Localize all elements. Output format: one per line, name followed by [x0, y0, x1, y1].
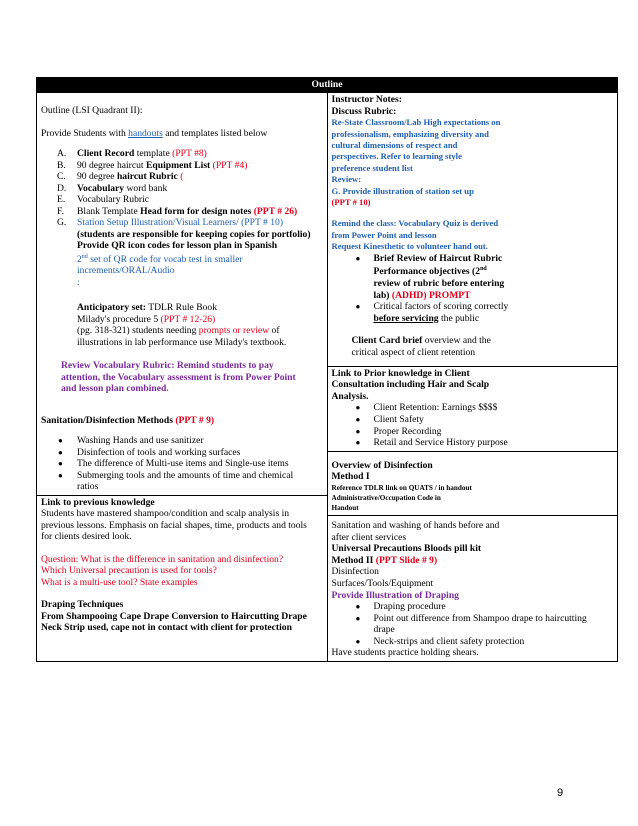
outline-table [36, 77, 618, 662]
prior-knowledge-list [332, 402, 615, 448]
remind-note: Remind the class: Vocabulary Quiz is derived from Power Point and lesson Request Kinesthetic to volunteer hand out. [331, 218, 499, 252]
page-number: 9 [557, 787, 564, 799]
list-item: ● Client Safety [355, 413, 424, 425]
list-item: ● Brief Review of Haircut Rubric Performance objectives (2nd review of rubric before entering lab) (ADHD) PROMPT [355, 252, 505, 301]
list-item: ● Disinfection of tools and working surfaces [58, 446, 241, 458]
draping-illustration-title: Provide Illustration of Draping [331, 589, 459, 601]
sanitation-list [41, 435, 324, 493]
left-column: Outline (LSI Quadrant II): Provide Students with handouts and templates listed below A. Client Record template (PPT #8) B. 90 degree haircut Equipment List (PPT #4) C. 90 degree haircut Rubric ( D. Vocabulary word bank E. Vocabulary Rubric F. Blank Template Head form for design notes (PPT # 26) G. Station Setup Illustration/Visual Learners/ (PPT # 10) (students are responsible for keeping copies for portfolio) Provide QR icon codes for lesson plan in Spanish 2nd set of QR code for vocab test in smaller increments/ORAL/Audio : Anticipatory set: TDLR Rule Book Milady's procedure 5 (PPT # 12-26) (pg. 318-321) students needing prompts or review of illustrations in lab performance use Milady's textbook. Review Vocabulary Rubric: Remind students to pay attention, the Vocabulary assessment is from Power Point and lesson plan combined. Sanitation/Disinfection Methods (PPT # 9) ● Washing Hands and use sanitizer ● Disinfection of tools and working surfaces ● The difference of Multi-use items and Single-use items ● Submerging tools and the amounts of time and chemical ratios Link to previous knowledge Students have mastered shampoo/condition and scalp analysis in previous lessons. Emphasis on facial shapes, time, products and tools for clients desired look. Question: What is the difference in sanitation and disinfection? Which Universal precaution is used for tools? What is a multi-use tool? State examples Draping Techniques From Shampooing Cape Drape Conversion to Haircutting Drape Neck Strip used, cape not in contact with client for protection [37, 93, 328, 662]
draping-list [332, 601, 615, 647]
list-item: ● Submerging tools and the amounts of time and chemical ratios [58, 469, 294, 493]
list-item: F. Blank Template Head form for design notes (PPT # 26) [57, 205, 298, 217]
list-item: ● Draping procedure [355, 601, 446, 613]
list-item: ● Critical factors of scoring correctly before servicing the public [355, 301, 509, 324]
tdlr-reference: Reference TDLR link on QUATS / in handout Administrative/Occupation Code in Handout [331, 483, 472, 512]
outline-header: Outline [37, 78, 618, 93]
list-item: ● Proper Recording [355, 425, 442, 437]
client-card-note: Client Card brief overview and the critical aspect of client retention [351, 335, 491, 358]
list-item: B. 90 degree haircut Equipment List (PPT #4) [57, 159, 248, 171]
sanitation-title: Sanitation/Disinfection Methods (PPT # 9) [41, 414, 215, 426]
universal-precautions-title: Universal Precautions Bloods pill kit [331, 543, 482, 555]
list-item: ● The difference of Multi-use items and Single-use items [58, 458, 289, 470]
draping-title: Draping Techniques [41, 599, 124, 611]
list-item: ● Retail and Service History purpose [355, 437, 508, 449]
link-previous-title: Link to previous knowledge [41, 496, 155, 508]
list-item: E. Vocabulary Rubric [57, 194, 150, 205]
review-vocabulary-note: Review Vocabulary Rubric: Remind students to pay attention, the Vocabulary assessment is from Power Point and lesson plan combined. [61, 360, 296, 395]
sanitation-hands-note: Sanitation and washing of hands before and [331, 519, 500, 531]
link-previous-text: Students have mastered shampoo/condition and scalp analysis in [41, 508, 290, 520]
list-item: A. Client Record template (PPT #8) [57, 148, 207, 159]
handouts-link[interactable]: handouts [128, 127, 163, 139]
list-item: D. Vocabulary word bank [57, 182, 168, 194]
list-item: ● Point out difference from Shampoo drape to haircutting drape [355, 612, 587, 636]
prior-knowledge-title: Link to Prior knowledge in Client Consultation including Hair and Scalp Analysis. [331, 367, 490, 402]
overview-disinfection-title: Overview of Disinfection [331, 459, 433, 471]
provide-line: Provide Students with handouts and templates listed below [41, 127, 268, 139]
anticipatory-set: Anticipatory set: TDLR Rule Book Milady's procedure 5 (PPT # 12-26) (pg. 318-321) students needing prompts or review of illustrations in lab performance use Milady's textbook. [77, 302, 287, 348]
list-item: ● Washing Hands and use sanitizer [58, 435, 204, 447]
question-block: Question: What is the difference in sanitation and disinfection? Which Universal precaution is used for tools? What is a multi-use tool? State examples [41, 553, 284, 588]
rubric-bullets [332, 253, 615, 325]
list-item: G. Station Setup Illustration/Visual Learners/ (PPT # 10) (students are responsible for keeping copies for portfolio) Provide QR icon codes for lesson plan in Spanish 2nd set of QR code for vocab test in smaller increments/ORAL/Audio : [57, 217, 311, 288]
instructor-notes-title: Instructor Notes: [331, 94, 402, 105]
list-item: C. 90 degree haircut Rubric ( [57, 171, 184, 182]
quadrant-title: Outline (LSI Quadrant II): [41, 105, 143, 116]
practice-shears-note: Have students practice holding shears. [331, 647, 479, 659]
handout-list [41, 148, 324, 288]
list-item: ● Neck-strips and client safety protection [355, 635, 525, 647]
right-column: Instructor Notes: Discuss Rubric: Re-State Classroom/Lab High expectations on professionalism, emphasizing diversity and cultural dimensions of respect and perspectives. Refer to learning style preference student list Review: G. Provide illustration of station set up (PPT # 10) Remind the class: Vocabulary Quiz is derived from Power Point and lesson Request Kinesthetic to volunteer hand out. ● Brief Review of Haircut Rubric Performance objectives (2nd review of rubric before entering lab) (ADHD) PROMPT ● Critical factors of scoring correctly before servicing the public Client Card brief overview and the critical aspect of client retention Link to Prior knowledge in Client Consultation including Hair and Scalp Analysis. ● Client Retention: Earnings $$$$ ● Client Safety ● Proper Recording ● Retail and Service History purpose Overview of Disinfection Method I Reference TDLR link on QUATS / in handout Administrative/Occupation Code in Handout Sanitation and washing of hands before and after client services Universal Precautions Bloods pill kit Method II (PPT Slide # 9) Disinfection Surfaces/Tools/Equipment Provide Illustration of Draping ● Draping procedure ● Point out difference from Shampoo drape to haircutting drape ● Neck-strips and client safety protection Have students practice holding shears. [327, 93, 618, 662]
discuss-rubric: Discuss Rubric: [331, 105, 397, 117]
restate-expectations: Re-State Classroom/Lab High expectations on professionalism, emphasizing diversity and cultural dimensions of respect and perspectives. Refer to learning style preference student list Review: G. Provide illustration of station set up (PPT # 10) [331, 117, 501, 208]
list-item: ● Client Retention: Earnings $$$$ [355, 402, 498, 414]
